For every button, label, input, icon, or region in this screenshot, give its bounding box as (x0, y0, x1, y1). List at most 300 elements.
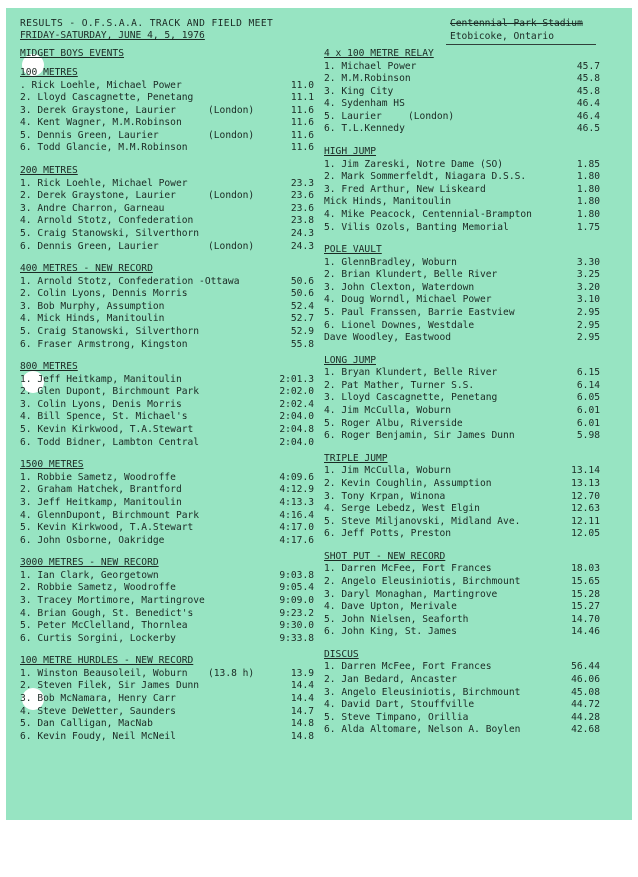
event-title: 100 METRES (20, 67, 78, 78)
athlete-name: 3. Andre Charron, Garneau (20, 202, 165, 214)
result-row (324, 61, 620, 74)
performance-value: 45.8 (576, 85, 600, 97)
athlete-name: 2. Mark Sommerfeldt, Niagara D.S.S. (324, 171, 527, 183)
athlete-name: 6. John King, St. James (324, 626, 457, 638)
result-row (20, 215, 316, 228)
athlete-name: 5. Roger Albu, Riverside (324, 417, 463, 429)
result-row (324, 626, 620, 639)
athlete-name: 5. Kevin Kirkwood, T.A.Stewart (20, 522, 194, 534)
result-note: (London) (208, 104, 255, 116)
result-row (20, 668, 316, 681)
performance-value: 6.05 (576, 392, 600, 404)
performance-value: 11.6 (290, 117, 314, 129)
performance-value: 12.05 (571, 528, 600, 540)
result-row (20, 595, 316, 608)
event-title: HIGH JUMP (324, 146, 376, 158)
athlete-name: 3. Colin Lyons, Denis Morris (20, 398, 182, 410)
result-row (324, 184, 620, 197)
event-title: LONG JUMP (324, 354, 376, 366)
athlete-name: 1. Rick Loehle, Michael Power (20, 177, 188, 189)
result-row (324, 712, 620, 725)
athlete-name: 1. Jim Zareski, Notre Dame (SO) (324, 158, 504, 170)
athlete-name: 3. Tony Krpan, Winona (324, 490, 446, 502)
result-row (20, 228, 316, 241)
athlete-name: 5. Dan Calligan, MacNab (20, 718, 153, 730)
athlete-name: 5. Steve Timpano, Orillia (324, 711, 469, 723)
result-row (20, 582, 316, 595)
result-row (20, 522, 316, 535)
athlete-name: 4. Arnold Stotz, Confederation (20, 215, 194, 227)
athlete-name: 5. Steve Miljanovski, Midland Ave. (324, 515, 521, 527)
event-title: 100 METRE HURDLES - NEW RECORD (20, 655, 194, 667)
performance-value: 15.27 (571, 601, 600, 613)
result-row (324, 257, 620, 270)
result-row (20, 142, 316, 155)
result-row (324, 430, 620, 443)
performance-value: 2.95 (576, 332, 600, 344)
athlete-name: 5. Vilis Ozols, Banting Memorial (324, 221, 509, 233)
result-row (324, 478, 620, 491)
athlete-name: 3. King City (324, 85, 394, 97)
performance-value: 14.70 (571, 613, 600, 625)
athlete-name: 2. Lloyd Cascagnette, Penetang (20, 92, 194, 104)
performance-value: 4:09.6 (279, 471, 314, 483)
result-row (324, 491, 620, 504)
result-note: (London) (208, 190, 255, 202)
event-block (20, 165, 316, 253)
performance-value: 3.10 (576, 294, 600, 306)
athlete-name: 2. Angelo Eleusiniotis, Birchmount (324, 576, 521, 587)
performance-value: 2.95 (576, 319, 600, 331)
athlete-name: 4. Steve DeWetter, Saunders (20, 705, 176, 717)
athlete-name: 3. Bob Murphy, Assumption (20, 300, 165, 312)
result-row (20, 80, 316, 93)
event-title: 3000 METRES - NEW RECORD (20, 557, 159, 569)
athlete-name: Mick Hinds, Manitoulin (324, 196, 452, 208)
result-row (20, 484, 316, 497)
athlete-name: 6. Roger Benjamin, Sir James Dunn (324, 430, 515, 442)
performance-value: 18.03 (571, 563, 600, 575)
athlete-name: 5. John Nielsen, Seaforth (324, 613, 469, 625)
athlete-name: 3. Daryl Monaghan, Martingrove (324, 588, 498, 600)
athlete-name: 5. Laurier (324, 110, 382, 122)
event-title: 4 x 100 METRE RELAY (324, 48, 434, 59)
performance-value: 3.25 (576, 269, 600, 281)
result-row (324, 661, 620, 674)
performance-value: 56.44 (571, 661, 600, 673)
result-row (324, 516, 620, 529)
result-row (324, 465, 620, 478)
athlete-name: 1. Jim McCulla, Woburn (324, 465, 452, 477)
result-row (324, 699, 620, 712)
athlete-name: 2. Pat Mather, Turner S.S. (324, 379, 475, 391)
result-row (324, 576, 620, 589)
result-row (20, 633, 316, 646)
event-title: 800 METRES (20, 361, 78, 373)
results-sheet (6, 8, 632, 820)
performance-value: 2:01.3 (279, 373, 314, 385)
athlete-name: 4. Mike Peacock, Centennial-Brampton (324, 208, 532, 220)
athlete-name: 2. Graham Hatchek, Brantford (20, 484, 182, 496)
performance-value: 45.08 (571, 686, 600, 698)
athlete-name: 1. Darren McFee, Fort Frances (324, 563, 492, 575)
result-row (324, 86, 620, 99)
performance-value: 23.6 (290, 190, 314, 202)
performance-value: 46.06 (571, 674, 600, 686)
performance-value: 52.7 (290, 313, 314, 325)
performance-value: 50.6 (290, 275, 314, 287)
result-row (20, 288, 316, 301)
result-row (20, 399, 316, 412)
performance-value: 1.80 (576, 171, 600, 183)
athlete-name: 5. Craig Stanowski, Silverthorn (20, 326, 200, 337)
performance-value: 11.6 (290, 129, 314, 141)
athlete-name: 4. Mick Hinds, Manitoulin (20, 313, 165, 325)
athlete-name: 2. Brian Klundert, Belle River (324, 269, 498, 281)
athlete-name: 3. Fred Arthur, New Liskeard (324, 183, 486, 195)
athlete-name: 3. Lloyd Cascagnette, Penetang (324, 392, 498, 404)
athlete-name: 6. John Osborne, Oakridge (20, 534, 165, 546)
result-row (324, 380, 620, 393)
event-title: POLE VAULT (324, 244, 382, 256)
right-column (324, 48, 620, 747)
venue-name: Centennial Park Stadium (450, 18, 583, 29)
performance-value: 1.80 (576, 208, 600, 220)
athlete-name: 3. Bob McNamara, Henry Carr (20, 693, 176, 705)
result-row (324, 367, 620, 380)
athlete-name: 5. Paul Franssen, Barrie Eastview (324, 307, 515, 318)
athlete-name: 6. Kevin Foudy, Neil McNeil (20, 730, 176, 742)
athlete-name: 4. Serge Lebedz, West Elgin (324, 503, 480, 515)
athlete-name: 1. Michael Power (324, 60, 417, 72)
performance-value: 15.28 (571, 588, 600, 600)
athlete-name: 6. Dennis Green, Laurier (20, 240, 159, 252)
result-row (324, 159, 620, 172)
event-block (20, 557, 316, 645)
performance-value: 1.85 (576, 158, 600, 170)
performance-value: 14.7 (290, 705, 314, 717)
performance-value: 6.01 (576, 417, 600, 429)
result-row (20, 190, 316, 203)
result-row (20, 92, 316, 105)
performance-value: 45.7 (576, 60, 600, 72)
performance-value: 4:17.0 (279, 522, 314, 534)
result-row (20, 105, 316, 118)
result-row (20, 326, 316, 339)
athlete-name: 6. Curtis Sorgini, Lockerby (20, 632, 176, 644)
athlete-name: Dave Woodley, Eastwood (324, 332, 452, 344)
result-row (324, 73, 620, 86)
athlete-name: 6. Jeff Potts, Preston (324, 528, 452, 540)
performance-value: 52.9 (290, 326, 314, 337)
athlete-name: 1. Arnold Stotz, Confederation -Ottawa (20, 275, 240, 287)
result-row (324, 405, 620, 418)
athlete-name: 3. Tracey Mortimore, Martingrove (20, 595, 205, 606)
event-block (324, 146, 620, 234)
performance-value: 13.9 (290, 667, 314, 679)
result-row (20, 386, 316, 399)
athlete-name: 2. Jan Bedard, Ancaster (324, 674, 457, 686)
performance-value: 11.1 (290, 92, 314, 104)
event-block (20, 655, 316, 743)
performance-value: 2:04.0 (279, 436, 314, 448)
result-row (20, 374, 316, 387)
result-row (20, 472, 316, 485)
athlete-name: . Rick Loehle, Michael Power (20, 79, 182, 91)
result-row (324, 589, 620, 602)
performance-value: 6.14 (576, 379, 600, 391)
event-block (324, 48, 620, 136)
event-title: 400 METRES - NEW RECORD (20, 263, 153, 275)
performance-value: 45.8 (576, 73, 600, 85)
result-row (324, 98, 620, 111)
result-row (324, 222, 620, 235)
athlete-name: 4. Doug Worndl, Michael Power (324, 294, 492, 306)
athlete-name: 5. Kevin Kirkwood, T.A.Stewart (20, 424, 194, 436)
result-row (20, 241, 316, 254)
result-row (324, 196, 620, 209)
athlete-name: 4. GlennDupont, Birchmount Park (20, 509, 200, 521)
performance-value: 46.5 (576, 123, 600, 135)
performance-value: 11.6 (290, 104, 314, 116)
athlete-name: 6. Lionel Downes, Westdale (324, 319, 475, 331)
header-rule (446, 44, 596, 45)
athlete-name: 6. Todd Bidner, Lambton Central (20, 436, 200, 448)
athlete-name: 6. Todd Glancie, M.M.Robinson (20, 142, 188, 154)
event-block (324, 551, 620, 639)
event-block (20, 361, 316, 449)
result-row (20, 570, 316, 583)
performance-value: 12.63 (571, 503, 600, 515)
result-row (324, 307, 620, 320)
result-row (324, 601, 620, 614)
result-row (324, 123, 620, 136)
result-row (20, 731, 316, 744)
result-note: (London) (208, 129, 255, 141)
performance-value: 12.11 (571, 515, 600, 527)
result-row (20, 424, 316, 437)
document-date: FRIDAY-SATURDAY, JUNE 4, 5, 1976 (20, 30, 205, 41)
athlete-name: 4. Jim McCulla, Woburn (324, 405, 452, 417)
result-row (324, 724, 620, 737)
performance-value: 4:12.9 (279, 484, 314, 496)
result-row (324, 418, 620, 431)
performance-value: 44.72 (571, 699, 600, 711)
performance-value: 55.8 (290, 338, 314, 350)
event-block (324, 244, 620, 345)
performance-value: 50.6 (290, 288, 314, 300)
result-row (324, 614, 620, 627)
result-row (20, 718, 316, 731)
athlete-name: 1. Bryan Klundert, Belle River (324, 367, 498, 379)
athlete-name: 5. Peter McClelland, Thornlea (20, 620, 188, 632)
athlete-name: 4. Sydenham HS (324, 98, 405, 110)
athlete-name: 1. Robbie Sametz, Woodroffe (20, 471, 176, 483)
performance-value: 9:23.2 (279, 607, 314, 619)
athlete-name: 3. John Clexton, Waterdown (324, 281, 475, 293)
athlete-name: 2. Kevin Coughlin, Assumption (324, 477, 492, 489)
athlete-name: 2. Glen Dupont, Birchmount Park (20, 386, 200, 398)
result-row (20, 301, 316, 314)
result-row (324, 687, 620, 700)
result-row (324, 171, 620, 184)
performance-value: 9:03.8 (279, 569, 314, 581)
performance-value: 23.6 (290, 202, 314, 214)
athlete-name: 4. Dave Upton, Merivale (324, 601, 457, 613)
performance-value: 2:02.0 (279, 386, 314, 398)
event-block (324, 453, 620, 541)
athlete-name: 3. Angelo Eleusiniotis, Birchmount (324, 686, 521, 698)
result-row (20, 117, 316, 130)
performance-value: 2:04.0 (279, 411, 314, 423)
division-title: MIDGET BOYS EVENTS (20, 48, 124, 59)
performance-value: 9:33.8 (279, 632, 314, 644)
performance-value: 4:16.4 (279, 509, 314, 521)
result-row (20, 411, 316, 424)
performance-value: 3.20 (576, 281, 600, 293)
athlete-name: 6. Alda Altomare, Nelson A. Boylen (324, 724, 521, 736)
result-row (20, 130, 316, 143)
performance-value: 1.80 (576, 183, 600, 195)
athlete-name: 1. Darren McFee, Fort Frances (324, 661, 492, 673)
performance-value: 44.28 (571, 711, 600, 723)
athlete-name: 2. Steven Filek, Sir James Dunn (20, 680, 200, 692)
athlete-name: 4. Kent Wagner, M.M.Robinson (20, 117, 182, 129)
athlete-name: 2. Robbie Sametz, Woodroffe (20, 582, 176, 594)
performance-value: 46.4 (576, 98, 600, 110)
athlete-name: 1. Winston Beausoleil, Woburn (20, 667, 188, 679)
athlete-name: 3. Jeff Heitkamp, Manitoulin (20, 496, 182, 508)
result-row (324, 674, 620, 687)
performance-value: 23.3 (290, 177, 314, 189)
performance-value: 6.01 (576, 405, 600, 417)
event-title: DISCUS (324, 648, 359, 660)
result-row (324, 503, 620, 516)
performance-value: 13.14 (571, 465, 600, 477)
performance-value: 24.3 (290, 240, 314, 252)
athlete-name: 2. Derek Graystone, Laurier (20, 190, 176, 202)
performance-value: 13.13 (571, 477, 600, 489)
athlete-name: 5. Dennis Green, Laurier (20, 129, 159, 141)
performance-value: 4:17.6 (279, 534, 314, 546)
result-row (20, 535, 316, 548)
result-row (20, 608, 316, 621)
performance-value: 9:05.4 (279, 582, 314, 594)
performance-value: 9:30.0 (279, 620, 314, 632)
performance-value: 2:04.8 (279, 424, 314, 436)
event-title: 1500 METRES (20, 459, 84, 471)
performance-value: 14.46 (571, 626, 600, 638)
athlete-name: 4. Bill Spence, St. Michael's (20, 411, 188, 423)
athlete-name: 2. Colin Lyons, Dennis Morris (20, 288, 188, 300)
performance-value: 4:13.3 (279, 496, 314, 508)
result-row (20, 693, 316, 706)
athlete-name: 4. David Dart, Stouffville (324, 699, 475, 711)
result-row (324, 528, 620, 541)
result-row (324, 209, 620, 222)
result-row (20, 706, 316, 719)
athlete-name: 6. Fraser Armstrong, Kingston (20, 338, 188, 350)
result-note: (London) (408, 110, 455, 122)
performance-value: 2:02.4 (279, 398, 314, 410)
result-row (20, 510, 316, 523)
performance-value: 46.4 (576, 110, 600, 122)
result-note: (13.8 h) (208, 667, 255, 679)
result-row (324, 563, 620, 576)
event-block (20, 263, 316, 351)
athlete-name: 1. Ian Clark, Georgetown (20, 569, 159, 581)
event-title: SHOT PUT - NEW RECORD (324, 550, 446, 562)
athlete-name: 6. T.L.Kennedy (324, 123, 405, 135)
result-row (324, 392, 620, 405)
event-block (20, 459, 316, 547)
document-header (20, 18, 273, 41)
performance-value: 1.75 (576, 221, 600, 233)
event-title: 200 METRES (20, 165, 78, 177)
performance-value: 15.65 (571, 576, 600, 587)
performance-value: 3.30 (576, 256, 600, 268)
event-block (324, 649, 620, 737)
result-row (20, 339, 316, 352)
performance-value: 23.8 (290, 215, 314, 227)
performance-value: 14.8 (290, 718, 314, 730)
athlete-name: 5. Craig Stanowski, Silverthorn (20, 227, 200, 239)
performance-value: 9:09.0 (279, 595, 314, 606)
result-row (20, 203, 316, 216)
result-row (20, 178, 316, 191)
result-row (20, 276, 316, 289)
performance-value: 11.6 (290, 142, 314, 154)
result-row (324, 332, 620, 345)
athlete-name: 1. Jeff Heitkamp, Manitoulin (20, 373, 182, 385)
performance-value: 6.15 (576, 367, 600, 379)
result-row (324, 320, 620, 333)
performance-value: 1.80 (576, 196, 600, 208)
result-row (324, 294, 620, 307)
event-block (324, 355, 620, 443)
athlete-name: 3. Derek Graystone, Laurier (20, 104, 176, 116)
result-note: (London) (208, 240, 255, 252)
venue-block (450, 18, 620, 42)
performance-value: 14.8 (290, 730, 314, 742)
performance-value: 11.0 (290, 79, 314, 91)
result-row (20, 313, 316, 326)
result-row (324, 282, 620, 295)
performance-value: 14.4 (290, 680, 314, 692)
document-title: RESULTS - O.F.S.A.A. TRACK AND FIELD MEET (20, 18, 274, 29)
performance-value: 12.70 (571, 490, 600, 502)
performance-value: 52.4 (290, 300, 314, 312)
performance-value: 42.68 (571, 724, 600, 736)
left-column (20, 48, 316, 753)
result-row (324, 111, 620, 124)
result-row (20, 680, 316, 693)
result-row (20, 497, 316, 510)
performance-value: 24.3 (290, 227, 314, 239)
performance-value: 2.95 (576, 307, 600, 318)
athlete-name: 1. GlennBradley, Woburn (324, 256, 457, 268)
athlete-name: 2. M.M.Robinson (324, 73, 411, 85)
result-row (20, 620, 316, 633)
result-row (324, 269, 620, 282)
event-title: TRIPLE JUMP (324, 452, 388, 464)
performance-value: 14.4 (290, 693, 314, 705)
event-block (20, 67, 316, 155)
performance-value: 5.98 (576, 430, 600, 442)
venue-location: Etobicoke, Ontario (450, 31, 554, 42)
result-row (20, 437, 316, 450)
athlete-name: 4. Brian Gough, St. Benedict's (20, 607, 194, 619)
